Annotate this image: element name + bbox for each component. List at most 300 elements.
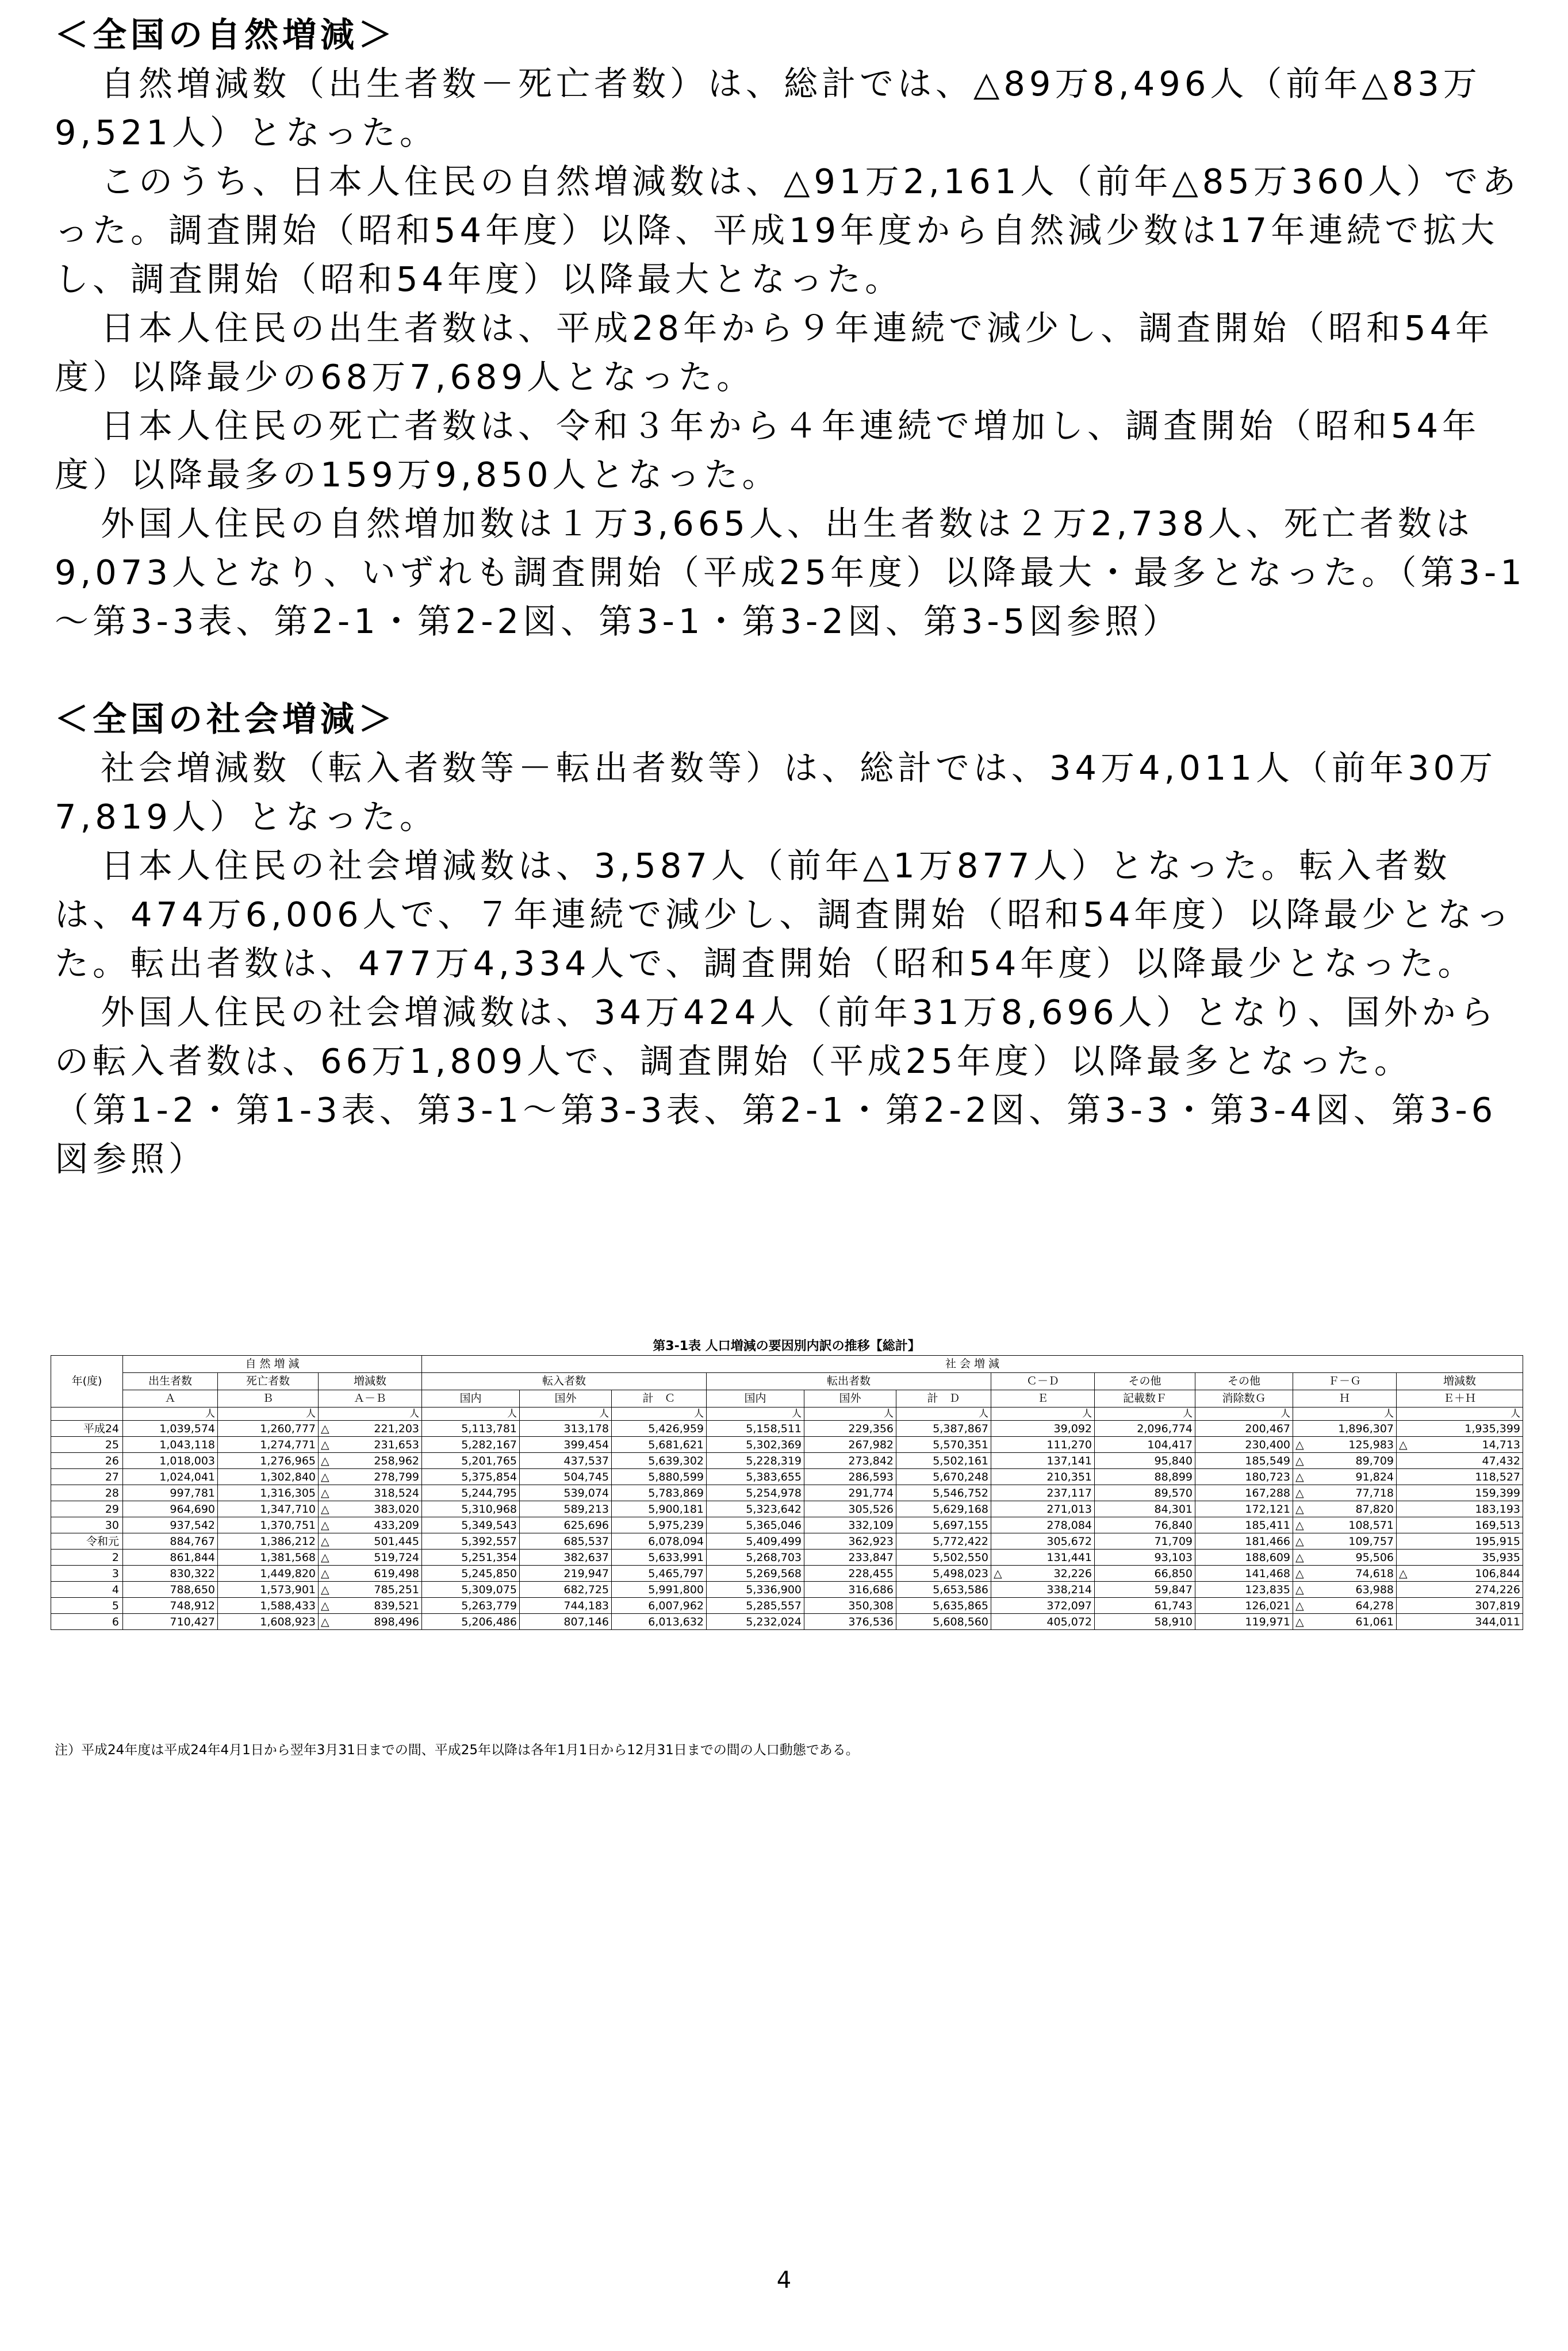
cell-value: 5,426,959 — [648, 1422, 704, 1435]
births-cell — [123, 1582, 218, 1598]
header-natural-group: 自 然 増 減 — [123, 1356, 422, 1373]
other-deleted-cell — [1195, 1550, 1293, 1566]
cell-value: 141,468 — [1245, 1567, 1290, 1580]
natural-change-cell — [319, 1598, 422, 1614]
cell-value: 5,502,550 — [933, 1551, 988, 1564]
data-table — [51, 1355, 1523, 1630]
natural-change-cell — [319, 1469, 422, 1485]
social-change-cell — [1397, 1501, 1523, 1517]
cell-value: 109,757 — [1348, 1535, 1394, 1548]
in-foreign-cell — [520, 1598, 612, 1614]
in-foreign-cell — [520, 1582, 612, 1598]
year-cell — [51, 1501, 123, 1517]
out-total-cell — [896, 1437, 991, 1453]
header-out-foreign: 国外 — [804, 1390, 896, 1407]
cell-value: 5,254,978 — [746, 1486, 802, 1499]
cell-value: 710,427 — [170, 1615, 215, 1628]
cell-value: 5,336,900 — [746, 1583, 802, 1596]
out-domestic-cell — [707, 1582, 804, 1598]
cell-value: 278,084 — [1046, 1518, 1092, 1532]
natural-change-cell — [319, 1437, 422, 1453]
table-row — [51, 1550, 1523, 1566]
cell-value: 1,588,433 — [260, 1599, 316, 1612]
c-minus-d-cell — [991, 1437, 1095, 1453]
cell-value: 682,725 — [563, 1583, 609, 1596]
table-row — [51, 1437, 1523, 1453]
year-cell — [51, 1582, 123, 1598]
deaths-cell — [218, 1453, 319, 1469]
cell-value: 63,988 — [1355, 1583, 1394, 1596]
out-domestic-cell — [707, 1421, 804, 1437]
header-births-code: Ａ — [123, 1390, 218, 1407]
cell-value: 5,633,991 — [648, 1551, 704, 1564]
cell-value: 131,441 — [1046, 1551, 1092, 1564]
cell-value: 58,910 — [1154, 1615, 1193, 1628]
cell-value: 437,537 — [563, 1454, 609, 1467]
cell-value: 1,276,965 — [260, 1454, 316, 1467]
other-deleted-cell — [1195, 1582, 1293, 1598]
cell-value: 1,347,710 — [260, 1502, 316, 1516]
negative-mark: △ — [1295, 1551, 1304, 1564]
cell-value: 273,842 — [848, 1454, 894, 1467]
cell-value: 5,653,586 — [933, 1583, 988, 1596]
cell-value: 93,103 — [1154, 1551, 1193, 1564]
cell-value: 898,496 — [374, 1615, 419, 1628]
f-minus-g-cell — [1293, 1453, 1397, 1469]
social-change-cell — [1397, 1582, 1523, 1598]
other-deleted-cell — [1195, 1437, 1293, 1453]
unit-cell: 人 — [319, 1407, 422, 1421]
unit-cell: 人 — [1195, 1407, 1293, 1421]
cell-value: 5,635,865 — [933, 1599, 988, 1612]
natural-change-cell — [319, 1614, 422, 1630]
in-total-cell — [612, 1533, 707, 1550]
cell-value: 305,672 — [1046, 1535, 1092, 1548]
cell-value: 5,546,752 — [933, 1486, 988, 1499]
negative-mark: △ — [321, 1518, 329, 1532]
in-foreign-cell — [520, 1550, 612, 1566]
other-recorded-cell — [1095, 1485, 1195, 1501]
cell-value: 6,078,094 — [648, 1535, 704, 1548]
body-text — [55, 10, 1527, 1183]
negative-mark: △ — [1295, 1518, 1304, 1532]
cell-value: 61,743 — [1154, 1599, 1193, 1612]
cell-value: 405,072 — [1046, 1615, 1092, 1628]
cell-value: 71,709 — [1154, 1535, 1193, 1548]
in-domestic-cell — [422, 1421, 520, 1437]
other-recorded-cell — [1095, 1421, 1195, 1437]
in-domestic-cell — [422, 1517, 520, 1533]
other-recorded-cell — [1095, 1533, 1195, 1550]
out-total-cell — [896, 1421, 991, 1437]
unit-cell: 人 — [991, 1407, 1095, 1421]
in-total-cell — [612, 1501, 707, 1517]
other-deleted-cell — [1195, 1469, 1293, 1485]
social-change-cell — [1397, 1614, 1523, 1630]
cell-value: 376,536 — [848, 1615, 894, 1628]
cell-value: 5,465,797 — [648, 1567, 704, 1580]
negative-mark: △ — [994, 1567, 1002, 1580]
out-foreign-cell — [804, 1550, 896, 1566]
cell-value: 5,309,075 — [461, 1583, 517, 1596]
header-other-deleted-sub: 消除数Ｇ — [1195, 1390, 1293, 1407]
cell-value: 167,288 — [1245, 1486, 1290, 1499]
out-foreign-cell — [804, 1533, 896, 1550]
paragraph: 社会増減数（転入者数等－転出者数等）は、総計では、34万4,011人（前年30万7,819人）となった。 — [55, 748, 1497, 837]
paragraph: このうち、日本人住民の自然増減数は、△91万2,161人（前年△85万360人）であった。調査開始（昭和54年度）以降、平成19年度から自然減少数は17年連続で拡大し、調査開始（昭和54年度）以降最大となった。 — [55, 162, 1520, 299]
other-recorded-cell — [1095, 1614, 1195, 1630]
cell-value: 111,270 — [1046, 1438, 1092, 1451]
f-minus-g-cell — [1293, 1550, 1397, 1566]
out-foreign-cell — [804, 1485, 896, 1501]
natural-change-cell — [319, 1517, 422, 1533]
cell-value: 1,018,003 — [159, 1454, 215, 1467]
out-total-cell — [896, 1614, 991, 1630]
negative-mark: △ — [1295, 1583, 1304, 1596]
out-total-cell — [896, 1453, 991, 1469]
cell-value: 278,799 — [374, 1470, 419, 1483]
in-domestic-cell — [422, 1550, 520, 1566]
negative-mark: △ — [1295, 1502, 1304, 1516]
f-minus-g-cell — [1293, 1421, 1397, 1437]
c-minus-d-cell — [991, 1421, 1095, 1437]
cell-value: 382,637 — [563, 1551, 609, 1564]
unit-cell: 人 — [422, 1407, 520, 1421]
page-number: 4 — [776, 2267, 792, 2294]
cell-value: 5,670,248 — [933, 1470, 988, 1483]
cell-value: 307,819 — [1475, 1599, 1520, 1612]
table-row — [51, 1598, 1523, 1614]
cell-value: 188,609 — [1245, 1551, 1290, 1564]
cell-value: 66,850 — [1154, 1567, 1193, 1580]
in-foreign-cell — [520, 1501, 612, 1517]
cell-value: 839,521 — [374, 1599, 419, 1612]
in-foreign-cell — [520, 1614, 612, 1630]
cell-value: 231,653 — [374, 1438, 419, 1451]
header-f-minus-g: Ｆ－Ｇ — [1293, 1373, 1397, 1390]
in-foreign-cell — [520, 1517, 612, 1533]
cell-value: 1,386,212 — [260, 1535, 316, 1548]
in-domestic-cell — [422, 1453, 520, 1469]
cell-value: 74,618 — [1355, 1567, 1394, 1580]
out-domestic-cell — [707, 1598, 804, 1614]
cell-value: 5,383,655 — [746, 1470, 802, 1483]
cell-value: 685,537 — [563, 1535, 609, 1548]
other-deleted-cell — [1195, 1517, 1293, 1533]
in-domestic-cell — [422, 1437, 520, 1453]
unit-row — [51, 1407, 1523, 1421]
unit-cell: 人 — [218, 1407, 319, 1421]
in-domestic-cell — [422, 1598, 520, 1614]
out-foreign-cell — [804, 1437, 896, 1453]
other-recorded-cell — [1095, 1437, 1195, 1453]
in-foreign-cell — [520, 1469, 612, 1485]
cell-value: 1,370,751 — [260, 1518, 316, 1532]
births-cell — [123, 1453, 218, 1469]
out-domestic-cell — [707, 1517, 804, 1533]
cell-value: 5,251,354 — [461, 1551, 517, 1564]
natural-change-cell — [319, 1453, 422, 1469]
out-domestic-cell — [707, 1550, 804, 1566]
paragraph: 日本人住民の死亡者数は、令和３年から４年連続で増加し、調査開始（昭和54年度）以降最多の159万9,850人となった。 — [55, 406, 1481, 494]
header-out-group: 転出者数 — [707, 1373, 991, 1390]
deaths-cell — [218, 1485, 319, 1501]
cell-value: 519,724 — [374, 1551, 419, 1564]
header-in-domestic: 国内 — [422, 1390, 520, 1407]
cell-value: 180,723 — [1245, 1470, 1290, 1483]
out-foreign-cell — [804, 1421, 896, 1437]
f-minus-g-cell — [1293, 1598, 1397, 1614]
cell-value: 210,351 — [1046, 1470, 1092, 1483]
year-cell — [51, 1437, 123, 1453]
cell-value: 5,365,046 — [746, 1518, 802, 1532]
cell-value: 937,542 — [170, 1518, 215, 1532]
unit-cell: 人 — [804, 1407, 896, 1421]
in-domestic-cell — [422, 1566, 520, 1582]
cell-value: 785,251 — [374, 1583, 419, 1596]
cell-value: 84,301 — [1154, 1502, 1193, 1516]
header-in-foreign: 国外 — [520, 1390, 612, 1407]
social-change-cell — [1397, 1598, 1523, 1614]
cell-value: 5,206,486 — [461, 1615, 517, 1628]
table-title: 第3-1表 人口増減の要因別内訳の推移【総計】 — [653, 1339, 921, 1353]
out-domestic-cell — [707, 1614, 804, 1630]
cell-value: 181,466 — [1245, 1535, 1290, 1548]
cell-value: 137,141 — [1046, 1454, 1092, 1467]
negative-mark: △ — [321, 1486, 329, 1499]
deaths-cell — [218, 1421, 319, 1437]
table-row — [51, 1421, 1523, 1437]
cell-value: 5,498,023 — [933, 1567, 988, 1580]
cell-value: 433,209 — [374, 1518, 419, 1532]
cell-value: 26 — [105, 1454, 119, 1467]
in-total-cell — [612, 1453, 707, 1469]
cell-value: 1,381,568 — [260, 1551, 316, 1564]
social-change-cell — [1397, 1485, 1523, 1501]
negative-mark: △ — [1295, 1454, 1304, 1467]
other-deleted-cell — [1195, 1566, 1293, 1582]
births-cell — [123, 1598, 218, 1614]
unit-cell: 人 — [707, 1407, 804, 1421]
social-change-cell — [1397, 1566, 1523, 1582]
negative-mark: △ — [1295, 1486, 1304, 1499]
cell-value: 1,608,923 — [260, 1615, 316, 1628]
cell-value: 29 — [105, 1502, 119, 1516]
cell-value: 230,400 — [1245, 1438, 1290, 1451]
cell-value: 5,681,621 — [648, 1438, 704, 1451]
cell-value: 30 — [105, 1518, 119, 1532]
out-total-cell — [896, 1598, 991, 1614]
cell-value: 788,650 — [170, 1583, 215, 1596]
header-deaths-code: Ｂ — [218, 1390, 319, 1407]
reference-note: （第1-2・第1-3表、第3-1～第3-3表、第2-1・第2-2図、第3-3・第3-4図、第3-6図参照） — [55, 1090, 1497, 1179]
cell-value: 233,847 — [848, 1551, 894, 1564]
year-cell — [51, 1421, 123, 1437]
table-row — [51, 1582, 1523, 1598]
out-foreign-cell — [804, 1598, 896, 1614]
negative-mark: △ — [321, 1535, 329, 1548]
c-minus-d-cell — [991, 1501, 1095, 1517]
natural-change-cell — [319, 1501, 422, 1517]
cell-value: 126,021 — [1245, 1599, 1290, 1612]
header-e-code: Ｅ — [991, 1390, 1095, 1407]
cell-value: 5,502,161 — [933, 1454, 988, 1467]
births-cell — [123, 1469, 218, 1485]
natural-change-cell — [319, 1421, 422, 1437]
births-cell — [123, 1501, 218, 1517]
cell-value: 119,971 — [1245, 1615, 1290, 1628]
f-minus-g-cell — [1293, 1566, 1397, 1582]
year-cell — [51, 1485, 123, 1501]
deaths-cell — [218, 1533, 319, 1550]
cell-value: 61,061 — [1355, 1615, 1394, 1628]
cell-value: 271,013 — [1046, 1502, 1092, 1516]
cell-value: 5,282,167 — [461, 1438, 517, 1451]
in-domestic-cell — [422, 1582, 520, 1598]
in-foreign-cell — [520, 1533, 612, 1550]
births-cell — [123, 1517, 218, 1533]
negative-mark: △ — [321, 1470, 329, 1483]
other-recorded-cell — [1095, 1550, 1195, 1566]
cell-value: 305,526 — [848, 1502, 894, 1516]
header-natural-change: 増減数 — [319, 1373, 422, 1390]
negative-mark: △ — [321, 1502, 329, 1516]
cell-value: 744,183 — [563, 1599, 609, 1612]
header-natural-change-code: Ａ－Ｂ — [319, 1390, 422, 1407]
deaths-cell — [218, 1517, 319, 1533]
cell-value: 2,096,774 — [1137, 1422, 1193, 1435]
cell-value: 350,308 — [848, 1599, 894, 1612]
out-foreign-cell — [804, 1517, 896, 1533]
deaths-cell — [218, 1598, 319, 1614]
c-minus-d-cell — [991, 1550, 1095, 1566]
negative-mark: △ — [321, 1615, 329, 1628]
unit-cell: 人 — [1293, 1407, 1397, 1421]
births-cell — [123, 1485, 218, 1501]
deaths-cell — [218, 1614, 319, 1630]
table-row — [51, 1614, 1523, 1630]
cell-value: 1,449,820 — [260, 1567, 316, 1580]
cell-value: 1,896,307 — [1338, 1422, 1394, 1435]
cell-value: 6,013,632 — [648, 1615, 704, 1628]
cell-value: 185,411 — [1245, 1518, 1290, 1532]
header-social-group: 社 会 増 減 — [422, 1356, 1523, 1373]
section-heading-social: ＜全国の社会増減＞ — [55, 699, 397, 739]
f-minus-g-cell — [1293, 1469, 1397, 1485]
year-cell — [51, 1598, 123, 1614]
cell-value: 313,178 — [563, 1422, 609, 1435]
cell-value: 183,193 — [1475, 1502, 1520, 1516]
unit-cell: 人 — [520, 1407, 612, 1421]
f-minus-g-cell — [1293, 1582, 1397, 1598]
out-total-cell — [896, 1533, 991, 1550]
f-minus-g-cell — [1293, 1485, 1397, 1501]
cell-value: 1,043,118 — [159, 1438, 215, 1451]
negative-mark: △ — [1399, 1567, 1408, 1580]
cell-value: 32,226 — [1053, 1567, 1092, 1580]
cell-value: 200,467 — [1245, 1422, 1290, 1435]
out-total-cell — [896, 1517, 991, 1533]
c-minus-d-cell — [991, 1485, 1095, 1501]
cell-value: 89,570 — [1154, 1486, 1193, 1499]
unit-cell: 人 — [896, 1407, 991, 1421]
paragraph: 外国人住民の自然増加数は１万3,665人、出生者数は２万2,738人、死亡者数は9,073人となり、いずれも調査開始（平成25年度）以降最大・最多となった。（第3-1～第3-3表、第2-1・第2-2図、第3-1・第3-2図、第3-5図参照） — [55, 504, 1526, 641]
cell-value: 27 — [105, 1470, 119, 1483]
cell-value: 64,278 — [1355, 1599, 1394, 1612]
in-total-cell — [612, 1566, 707, 1582]
cell-value: 123,835 — [1245, 1583, 1290, 1596]
cell-value: 229,356 — [848, 1422, 894, 1435]
out-foreign-cell — [804, 1566, 896, 1582]
year-cell — [51, 1614, 123, 1630]
out-total-cell — [896, 1469, 991, 1485]
deaths-cell — [218, 1501, 319, 1517]
header-deaths: 死亡者数 — [218, 1373, 319, 1390]
cell-value: 25 — [105, 1438, 119, 1451]
cell-value: 95,506 — [1355, 1551, 1394, 1564]
cell-value: 1,024,041 — [159, 1470, 215, 1483]
cell-value: 1,935,399 — [1465, 1422, 1520, 1435]
f-minus-g-cell — [1293, 1437, 1397, 1453]
deaths-cell — [218, 1582, 319, 1598]
header-in-group: 転入者数 — [422, 1373, 707, 1390]
cell-value: 1,260,777 — [260, 1422, 316, 1435]
cell-value: 5,158,511 — [746, 1422, 802, 1435]
cell-value: 59,847 — [1154, 1583, 1193, 1596]
cell-value: 6 — [112, 1615, 119, 1628]
cell-value: 997,781 — [170, 1486, 215, 1499]
section-heading-natural: ＜全国の自然増減＞ — [55, 15, 397, 55]
c-minus-d-cell — [991, 1453, 1095, 1469]
natural-change-cell — [319, 1550, 422, 1566]
c-minus-d-cell — [991, 1582, 1095, 1598]
out-domestic-cell — [707, 1437, 804, 1453]
year-cell — [51, 1517, 123, 1533]
in-total-cell — [612, 1437, 707, 1453]
cell-value: 5,880,599 — [648, 1470, 704, 1483]
out-domestic-cell — [707, 1566, 804, 1582]
negative-mark: △ — [1295, 1567, 1304, 1580]
cell-value: 5,245,850 — [461, 1567, 517, 1580]
cell-value: 47,432 — [1482, 1454, 1520, 1467]
out-total-cell — [896, 1501, 991, 1517]
out-domestic-cell — [707, 1453, 804, 1469]
table-row — [51, 1453, 1523, 1469]
cell-value: 5,201,765 — [461, 1454, 517, 1467]
cell-value: 95,840 — [1154, 1454, 1193, 1467]
table-body — [51, 1421, 1523, 1630]
cell-value: 258,962 — [374, 1454, 419, 1467]
cell-value: 169,513 — [1475, 1518, 1520, 1532]
deaths-cell — [218, 1550, 319, 1566]
in-total-cell — [612, 1469, 707, 1485]
year-cell — [51, 1453, 123, 1469]
f-minus-g-cell — [1293, 1614, 1397, 1630]
cell-value: 383,020 — [374, 1502, 419, 1516]
natural-change-cell — [319, 1533, 422, 1550]
in-foreign-cell — [520, 1453, 612, 1469]
cell-value: 5,629,168 — [933, 1502, 988, 1516]
negative-mark: △ — [321, 1438, 329, 1451]
out-total-cell — [896, 1582, 991, 1598]
other-deleted-cell — [1195, 1485, 1293, 1501]
out-foreign-cell — [804, 1501, 896, 1517]
deaths-cell — [218, 1469, 319, 1485]
cell-value: 291,774 — [848, 1486, 894, 1499]
negative-mark: △ — [1295, 1535, 1304, 1548]
table-row — [51, 1566, 1523, 1582]
other-recorded-cell — [1095, 1582, 1195, 1598]
